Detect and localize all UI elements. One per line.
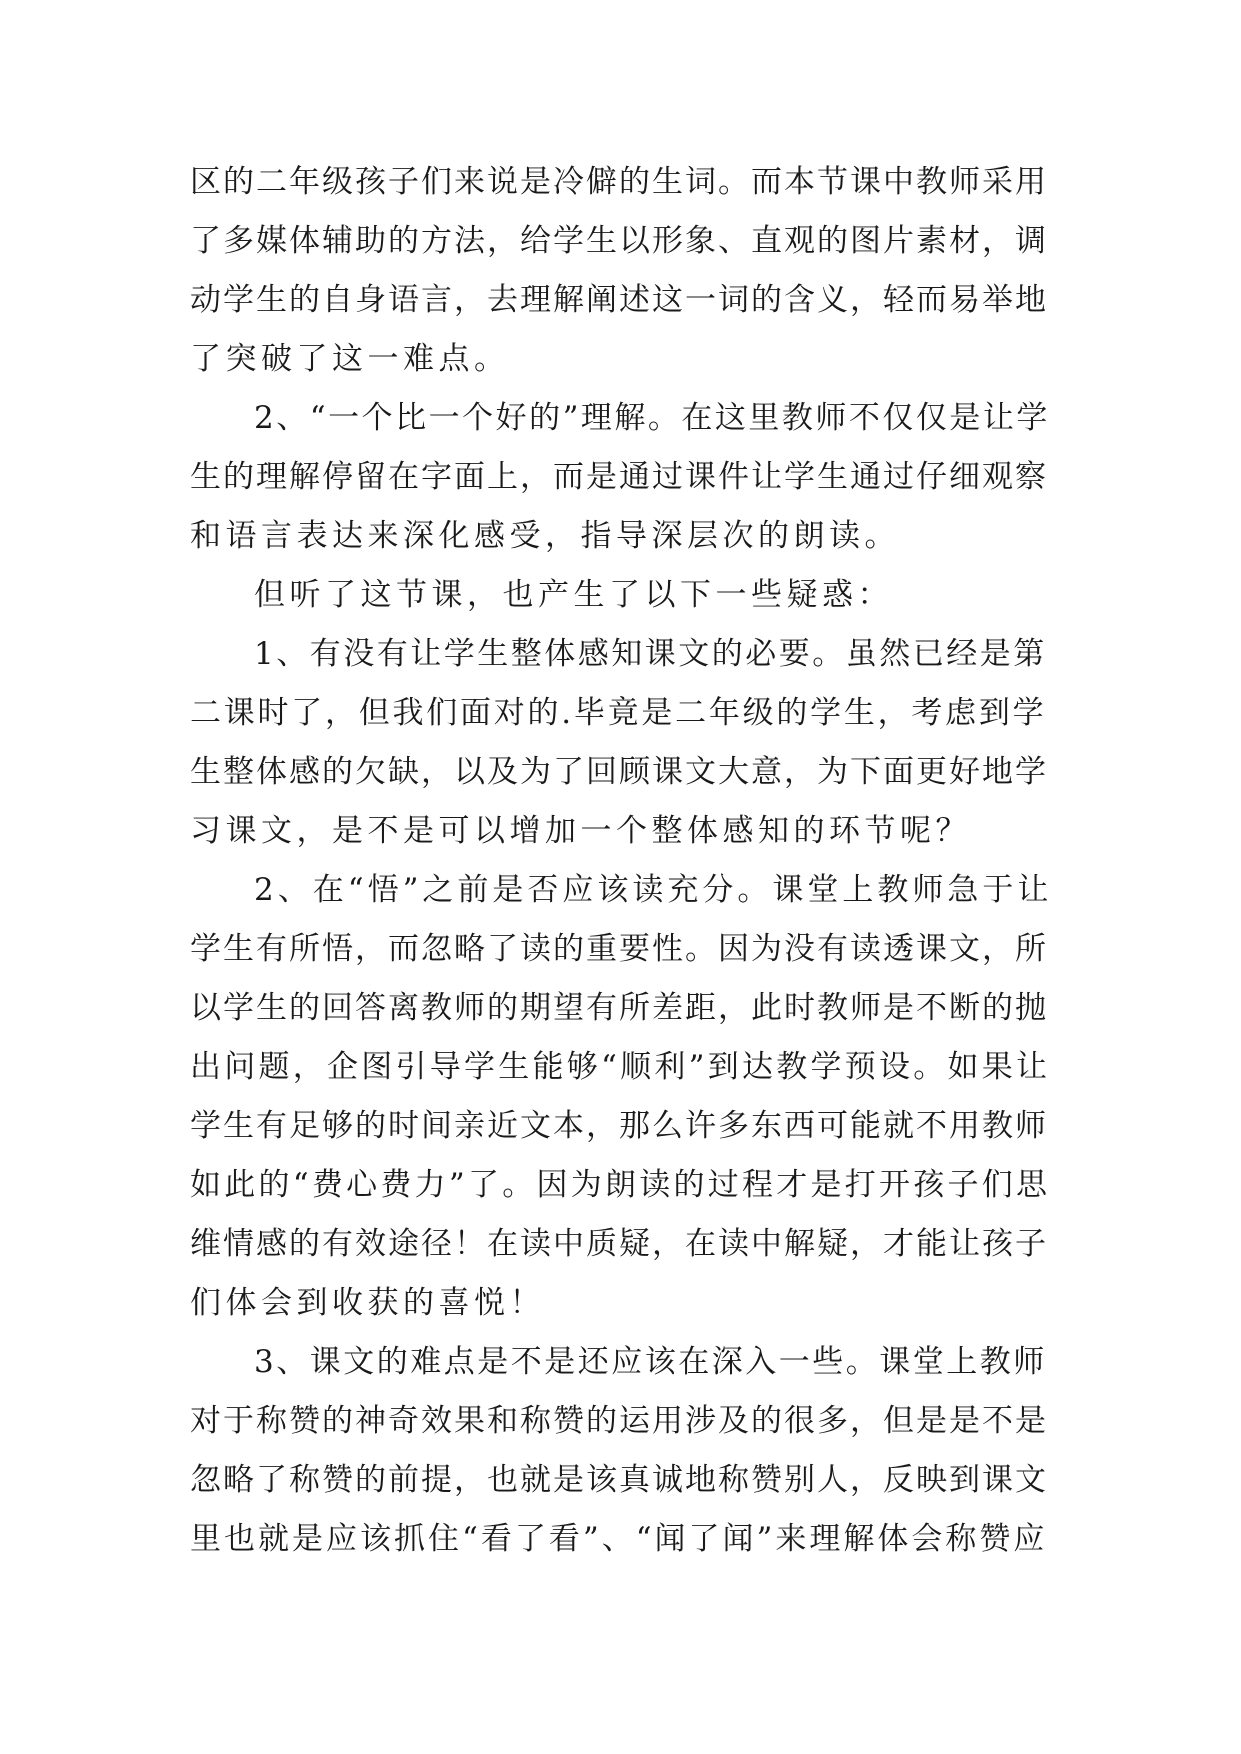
text-line: 了突破了这一难点。 bbox=[190, 341, 510, 377]
text-line: 习课文，是不是可以增加一个整体感知的环节呢？ bbox=[190, 813, 971, 849]
text-line: 维情感的有效途径！在读中质疑，在读中解疑，才能让孩子 bbox=[190, 1226, 1048, 1262]
text-line: 区的二年级孩子们来说是冷僻的生词。而本节课中教师采用 bbox=[190, 164, 1048, 200]
text-line: 学生有所悟，而忽略了读的重要性。因为没有读透课文，所 bbox=[190, 931, 1048, 967]
text-line: 生的理解停留在字面上，而是通过课件让学生通过仔细观察 bbox=[190, 459, 1048, 495]
text-line: 2、“一个比一个好的”理解。在这里教师不仅仅是让学 bbox=[254, 400, 1050, 436]
text-line: 对于称赞的神奇效果和称赞的运用涉及的很多，但是是不是 bbox=[190, 1403, 1048, 1439]
text-line: 以学生的回答离教师的期望有所差距，此时教师是不断的抛 bbox=[190, 990, 1048, 1026]
text-line: 们体会到收获的喜悦！ bbox=[190, 1285, 545, 1321]
text-line: 出问题，企图引导学生能够“顺利”到达教学预设。如果让 bbox=[190, 1049, 1051, 1085]
text-line: 如此的“费心费力”了。因为朗读的过程才是打开孩子们思 bbox=[190, 1167, 1051, 1203]
text-line: 学生有足够的时间亲近文本，那么许多东西可能就不用教师 bbox=[190, 1108, 1048, 1144]
text-line: 二课时了，但我们面对的.毕竟是二年级的学生，考虑到学 bbox=[190, 695, 1047, 731]
text-line: 2、在“悟”之前是否应该读充分。课堂上教师急于让 bbox=[254, 872, 1053, 908]
text-line: 里也就是应该抓住“看了看”、“闻了闻”来理解体会称赞应 bbox=[190, 1521, 1048, 1557]
text-line: 动学生的自身语言，去理解阐述这一词的含义，轻而易举地 bbox=[190, 282, 1048, 318]
text-line: 生整体感的欠缺，以及为了回顾课文大意，为下面更好地学 bbox=[190, 754, 1048, 790]
text-line: 和语言表达来深化感受，指导深层次的朗读。 bbox=[190, 518, 900, 554]
text-line: 3、课文的难点是不是还应该在深入一些。课堂上教师 bbox=[254, 1344, 1047, 1380]
text-line: 但听了这节课，也产生了以下一些疑惑： bbox=[254, 577, 893, 613]
text-line: 1、有没有让学生整体感知课文的必要。虽然已经是第 bbox=[254, 636, 1047, 672]
text-line: 忽略了称赞的前提，也就是该真诚地称赞别人，反映到课文 bbox=[190, 1462, 1048, 1498]
text-line: 了多媒体辅助的方法，给学生以形象、直观的图片素材，调 bbox=[190, 223, 1048, 259]
